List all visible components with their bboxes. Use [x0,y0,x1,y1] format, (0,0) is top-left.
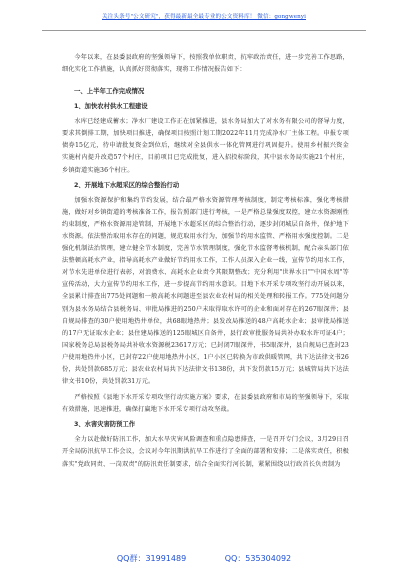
subsection-body-1: 水库已经建成蓄水；净水厂建设工作正在加紧推进，县水务局加大了对水务有限公司的督导力度，要求其倒排工期，加快项目推进，确保项目按照计划工期2022年11月完成净水厂主体工程。申报专项债券15亿元，待申请批复资金到位后，继续对全县供水一体化管网进行巩固提升。使用乡村振兴资金实施村内提升改造57个村庄，目前项目已完成批复，进入招投标阶段，其中县水务局实施21个村庄，乡镇街道实施36个村庄。 [62,118,349,174]
document-body [62,52,349,540]
header-banner-link[interactable]: 关注头条号"公文研究"，获得最新最全最专业的公文资料库！ 微信：gongwenyi [101,14,307,20]
footer-qq-group: QQ群：31991489 [116,554,187,563]
footer-contacts [0,553,408,564]
subsection-heading-3: 3、水害灾害防预工作 [74,421,136,429]
subsection-body-2: 加强水资源保护和集约节约发展，结合最严格水资源管理考核制度，制定考核标准，强化考核措施，做好对乡镇街道的考核准备工作，报告照部门进行考核，一是严格总量强度双控，建立水资源刚性约束制度，严格水资源用途管制，开展地下水超采区的综合整治行动，逐步封闭城层自备井，保护地下水资源。依法整治取用水存在的问题，规范取用水行为，加强节约用水监管、严格用水强度控制。二是强化机制法治管理，建立健全节水制度，完善节水管理制度，强化节水监督考核机制，配合亲头部门依法整顿高耗水产业，指导高耗水产业做好节约用水工作，工作人员深入企业一线，宣传节约用水工作，对节水先进单位进行表彰，对浪费水、高耗水企业责令其限期整改；充分利用"世界水日""中国水周"等宣传活动，大力宣传节约用水工作，进一步提高节约用水意识。目地下水开采专项攻坚行动开展以来，全县累计排查出775处问题和一般高耗水问题进至县农业农村局的相关处理和转报工作。775处问题分别为县水务局结合县税务局、审批局推进的250户未取得取水许可的企业和面对存在的267眼深井；县自规局排查的30户使用地热井单位，共68眼地热井；县发改局推送的48户高耗水企业；县审批局推送的17户无证取水企业；县住建局推送的125眼城区自备井，县行政审批服务局共补办取水许可证4户；国家税务总局县税务局共补收水资源税23617万元；已封闭7眼深井，书5眼深井，县自规局已查封23户使用地热井小区，已封存22户使用地热井小区，1户小区已转换为市政供暖管网，共下达法律文书26份，共处罚款685万元；县农业农村局共下达法律文书138份，共下发罚款15万元；县城管局共下达法律文书10份，共处罚款31万元。 [62,196,349,386]
subsection-body-2b: 严格按照《县地下水开采专项攻坚行动实施方案》要求，在县委县政府和市局的坚强领导下，采取有效措施，迅速推进，确保打赢地下水开采专项行动攻坚战。 [62,394,349,414]
subsection-heading-1: 1、加快农村供水工程建设 [74,103,148,111]
header-divider [42,30,366,31]
subsection-body-3: 全力以赴做好防汛工作，加大水旱灾害风险调查和重点隐患排查，一是召开专门会议，3月29日召开全局防汛抗旱工作会议，会议对今年汛期洪抗旱工作进行了全面的部署和安排；二是落实责任，积极落实"党政同责、一岗双责"的防汛责任制要求，结合全面实行河长制，紧紧围绕以行政首长负责制为 [62,436,349,468]
footer-qq: QQ：535304092 [224,554,292,563]
subsection-heading-2: 2、开展地下水超采区的综合整治行动 [74,181,180,189]
intro-paragraph: 今年以来，在县委县政府的坚强领导下，按照我单位职责，抗牢政治责任，进一步完善工作思路，细化实化工作措施，认真抓好贯彻落实，现将工作情况报告如下： [62,54,349,74]
section-heading-1: 一、上半年工作完成情况 [74,87,145,96]
